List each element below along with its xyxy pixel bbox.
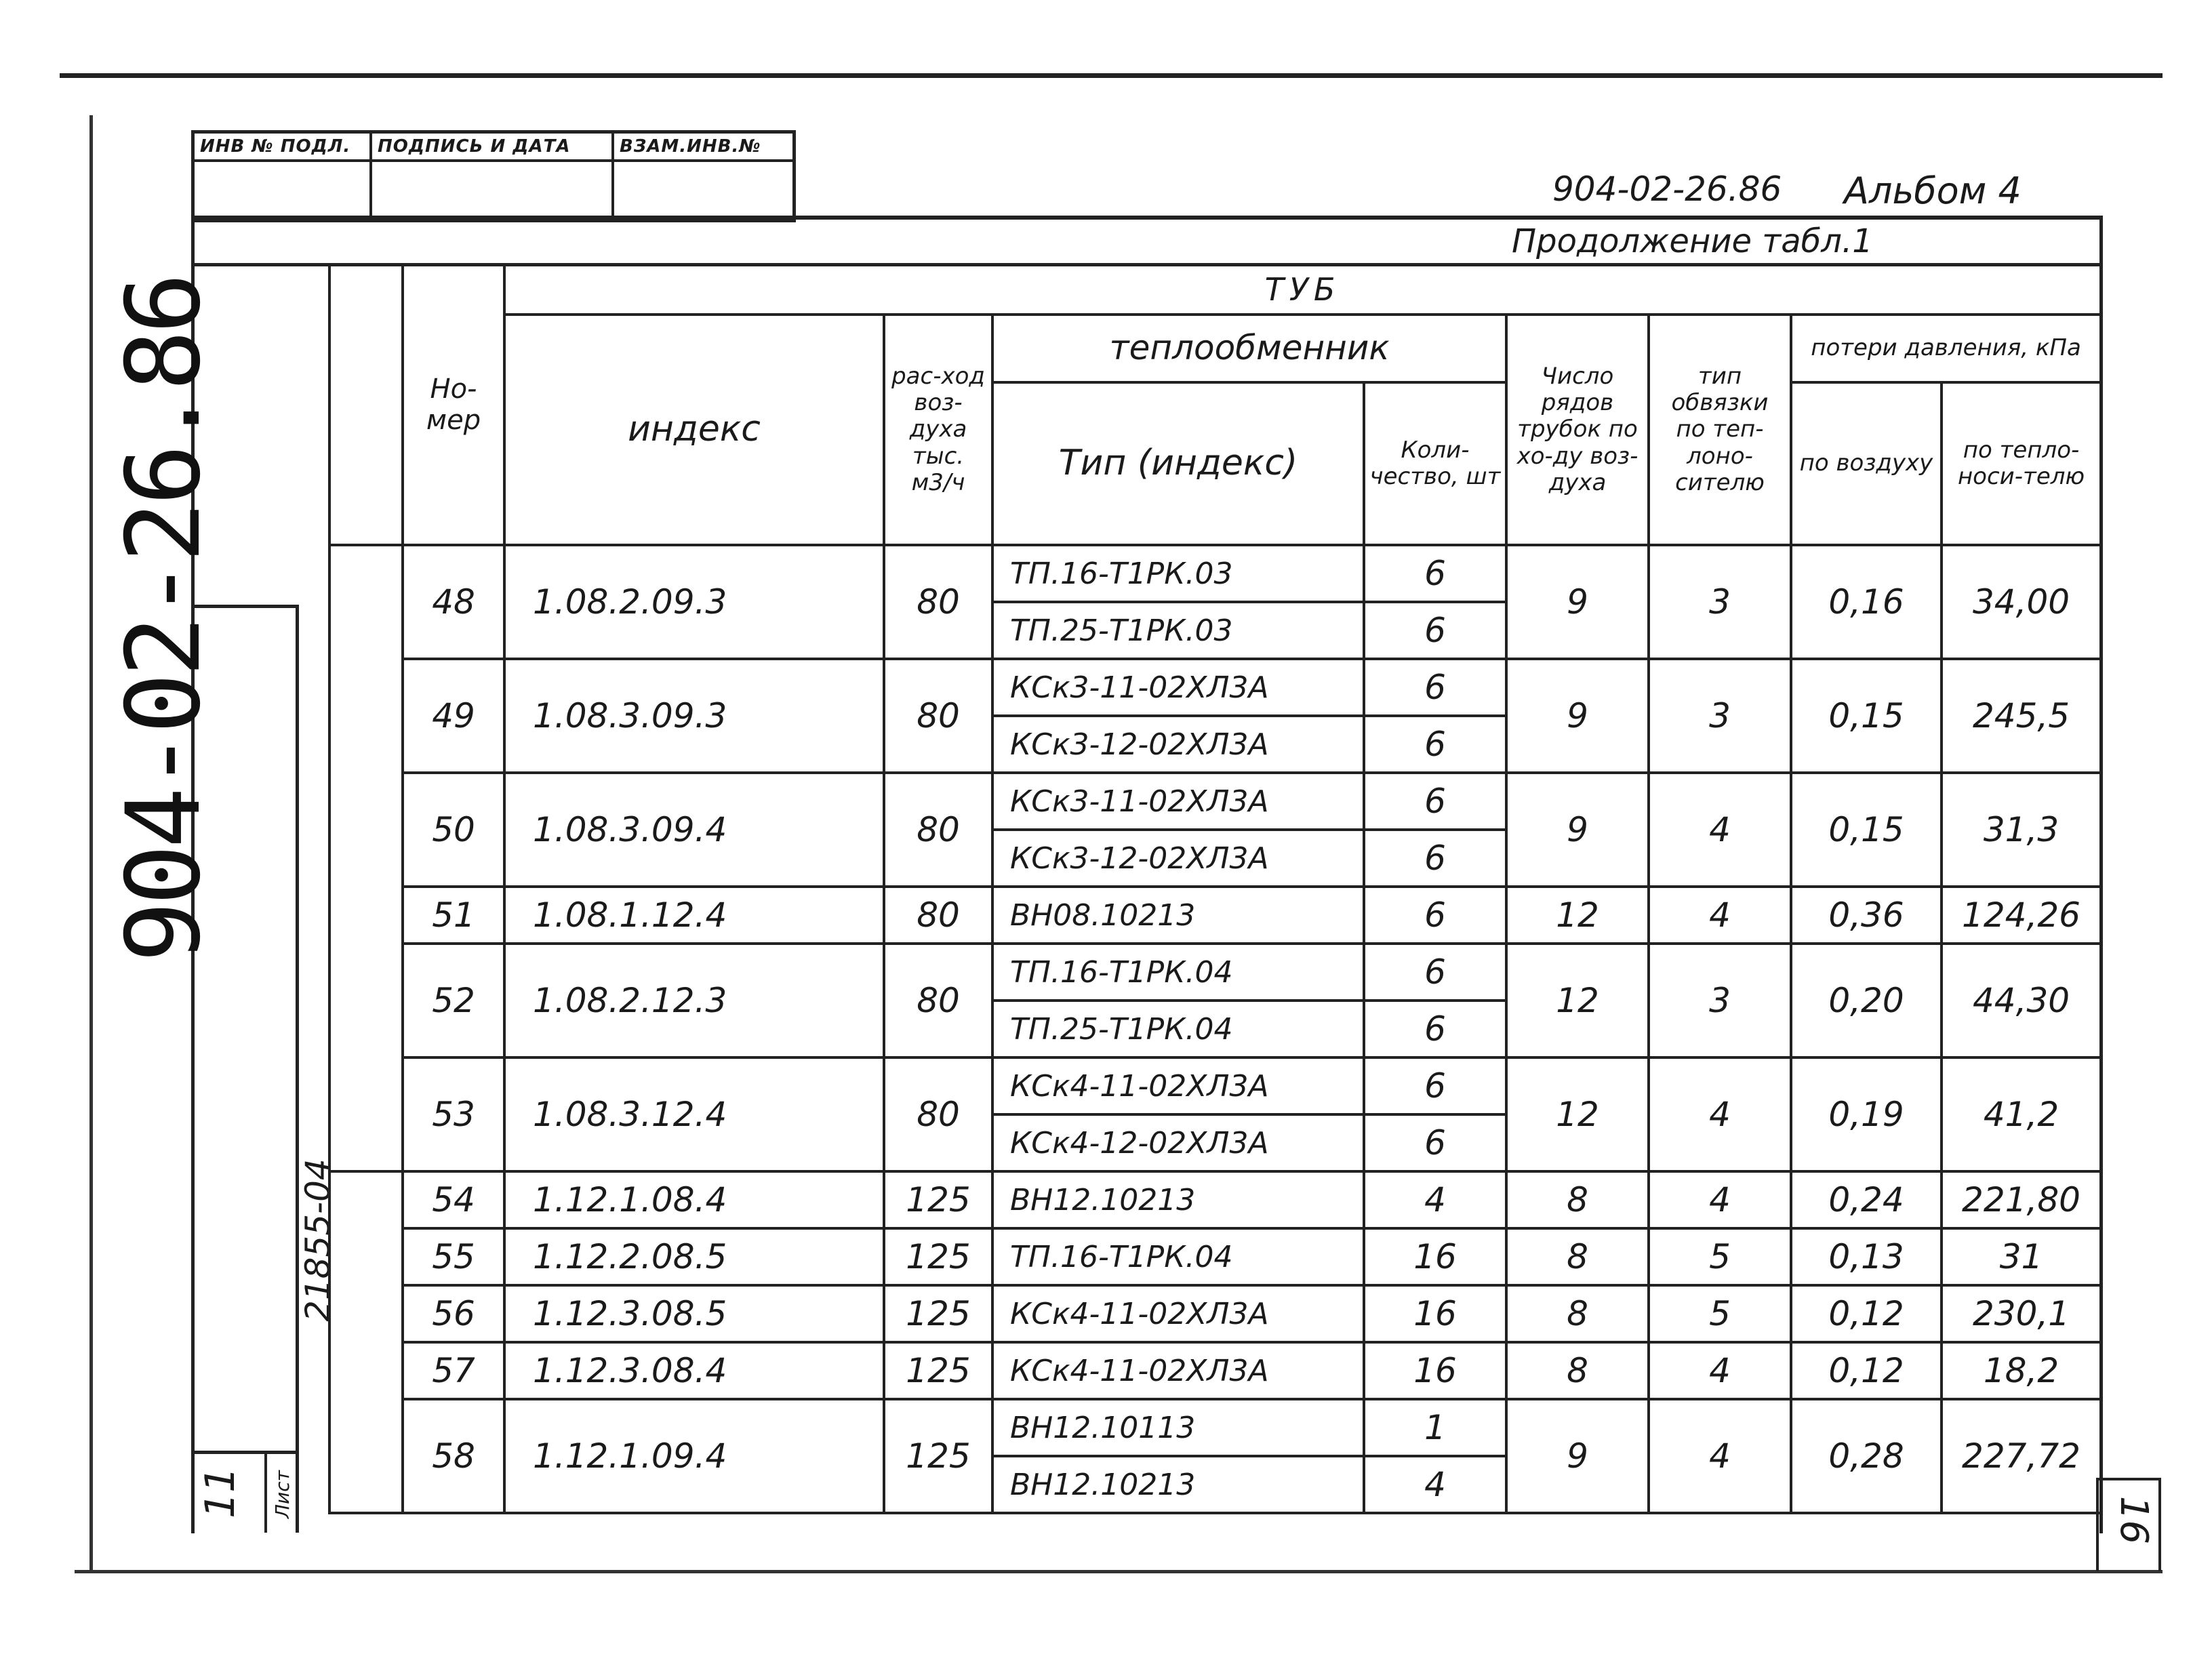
row-air-loss: 0,12	[1791, 1342, 1942, 1399]
row-piping-type: 4	[1649, 1057, 1791, 1171]
row-air-loss: 0,13	[1791, 1228, 1942, 1285]
row-air-loss: 0,12	[1791, 1285, 1942, 1342]
exchanger-type: КСк4-11-02ХЛ3А	[992, 1285, 1364, 1342]
row-air-loss: 0,15	[1791, 773, 1942, 887]
exchanger-count: 6	[1364, 1114, 1506, 1171]
row-airflow: 80	[884, 545, 992, 659]
album-label: Альбом 4	[1844, 169, 2022, 212]
row-airflow: 80	[884, 773, 992, 887]
row-index: 1.08.3.09.4	[504, 773, 884, 887]
group-label	[329, 1171, 403, 1513]
side-document-code: 904-02-26.86	[105, 277, 223, 963]
side-sheet-label: Лист	[271, 1470, 294, 1518]
stamp-inv-label: ИНВ № ПОДЛ.	[195, 134, 372, 162]
row-number: 55	[403, 1228, 504, 1285]
row-airflow: 125	[884, 1285, 992, 1342]
row-index: 1.08.1.12.4	[504, 887, 884, 944]
approval-stamp	[191, 130, 796, 222]
exchanger-count: 4	[1364, 1456, 1506, 1513]
row-piping-type: 5	[1649, 1228, 1791, 1285]
row-index: 1.08.3.09.3	[504, 659, 884, 773]
header-piping-type: тип обвязки по теп-лоно-сителю	[1649, 315, 1791, 545]
row-airflow: 80	[884, 659, 992, 773]
table-row	[329, 887, 2101, 944]
top-rule	[60, 73, 2163, 78]
row-tube-rows: 12	[1506, 1057, 1649, 1171]
row-tube-rows: 9	[1506, 773, 1649, 887]
row-tube-rows: 8	[1506, 1285, 1649, 1342]
table-row	[329, 659, 2101, 716]
exchanger-type: ТП.16-Т1РК.04	[992, 1228, 1364, 1285]
row-air-loss: 0,19	[1791, 1057, 1942, 1171]
row-airflow: 125	[884, 1342, 992, 1399]
exchanger-type: КСк3-12-02ХЛ3А	[992, 830, 1364, 887]
row-carrier-loss: 245,5	[1942, 659, 2101, 773]
row-piping-type: 3	[1649, 659, 1791, 773]
exchanger-count: 16	[1364, 1285, 1506, 1342]
side-sheet-number: 11	[197, 1466, 244, 1518]
row-piping-type: 5	[1649, 1285, 1791, 1342]
stamp-replace-label: ВЗАМ.ИНВ.№	[614, 134, 792, 162]
exchanger-type: ВН12.10213	[992, 1456, 1364, 1513]
row-carrier-loss: 44,30	[1942, 944, 2101, 1057]
row-carrier-loss: 230,1	[1942, 1285, 2101, 1342]
exchanger-count: 16	[1364, 1228, 1506, 1285]
row-number: 54	[403, 1171, 504, 1228]
row-number: 56	[403, 1285, 504, 1342]
table-body	[329, 545, 2101, 1513]
exchanger-count: 6	[1364, 602, 1506, 659]
exchanger-count: 6	[1364, 716, 1506, 773]
table-row	[329, 1228, 2101, 1285]
row-piping-type: 3	[1649, 545, 1791, 659]
specification-table	[328, 263, 2102, 1514]
exchanger-count: 6	[1364, 545, 1506, 602]
row-number: 52	[403, 944, 504, 1057]
continuation-title: Продолжение табл.1	[1512, 222, 1873, 260]
row-air-loss: 0,28	[1791, 1399, 1942, 1513]
row-index: 1.08.2.09.3	[504, 545, 884, 659]
row-tube-rows: 12	[1506, 887, 1649, 944]
table-row	[329, 1399, 2101, 1456]
exchanger-count: 6	[1364, 659, 1506, 716]
row-airflow: 125	[884, 1171, 992, 1228]
row-number: 53	[403, 1057, 504, 1171]
row-number: 51	[403, 887, 504, 944]
exchanger-count: 6	[1364, 773, 1506, 830]
row-index: 1.12.2.08.5	[504, 1228, 884, 1285]
row-piping-type: 4	[1649, 773, 1791, 887]
row-tube-rows: 8	[1506, 1228, 1649, 1285]
exchanger-type: ТП.16-Т1РК.03	[992, 545, 1364, 602]
exchanger-count: 6	[1364, 1057, 1506, 1114]
header-count: Коли-чество, шт	[1364, 382, 1506, 545]
exchanger-count: 6	[1364, 887, 1506, 944]
stamp-signature-label: ПОДПИСЬ И ДАТА	[372, 134, 614, 162]
side-archive-code: 21855-04	[298, 1158, 338, 1322]
row-air-loss: 0,20	[1791, 944, 1942, 1057]
exchanger-type: КСк3-11-02ХЛ3А	[992, 773, 1364, 830]
row-piping-type: 3	[1649, 944, 1791, 1057]
row-piping-type: 4	[1649, 1342, 1791, 1399]
exchanger-type: КСк4-12-02ХЛ3А	[992, 1114, 1364, 1171]
row-number: 49	[403, 659, 504, 773]
exchanger-type: ВН12.10213	[992, 1171, 1364, 1228]
row-index: 1.12.3.08.5	[504, 1285, 884, 1342]
row-carrier-loss: 31,3	[1942, 773, 2101, 887]
bottom-rule	[75, 1570, 2163, 1573]
table-row	[329, 1285, 2101, 1342]
header-type-index: Тип (индекс)	[992, 382, 1364, 545]
row-index: 1.12.1.09.4	[504, 1399, 884, 1513]
table-row	[329, 545, 2101, 602]
exchanger-count: 16	[1364, 1342, 1506, 1399]
document-code: 904-02-26.86	[1552, 169, 1782, 209]
exchanger-type: КСк4-11-02ХЛ3А	[992, 1342, 1364, 1399]
row-number: 57	[403, 1342, 504, 1399]
exchanger-type: ВН08.10213	[992, 887, 1364, 944]
exchanger-type: КСк3-12-02ХЛ3А	[992, 716, 1364, 773]
exchanger-type: ТП.25-Т1РК.03	[992, 602, 1364, 659]
row-piping-type: 4	[1649, 887, 1791, 944]
header-airflow: рас-ход воз-духа тыс. м3/ч	[884, 315, 992, 545]
row-piping-type: 4	[1649, 1171, 1791, 1228]
table-row	[329, 944, 2101, 1001]
row-tube-rows: 9	[1506, 659, 1649, 773]
row-airflow: 80	[884, 887, 992, 944]
header-tube-rows: Число рядов трубок по хо-ду воз-духа	[1506, 315, 1649, 545]
row-tube-rows: 9	[1506, 545, 1649, 659]
row-carrier-loss: 41,2	[1942, 1057, 2101, 1171]
header-equipment	[329, 264, 403, 545]
row-airflow: 125	[884, 1399, 992, 1513]
table-row	[329, 1342, 2101, 1399]
exchanger-count: 6	[1364, 830, 1506, 887]
group-label	[329, 545, 403, 1171]
row-index: 1.12.1.08.4	[504, 1171, 884, 1228]
row-carrier-loss: 227,72	[1942, 1399, 2101, 1513]
left-rule	[89, 115, 93, 1573]
row-air-loss: 0,24	[1791, 1171, 1942, 1228]
exchanger-type: ТП.16-Т1РК.04	[992, 944, 1364, 1001]
row-tube-rows: 8	[1506, 1342, 1649, 1399]
table-row	[329, 773, 2101, 830]
row-tube-rows: 9	[1506, 1399, 1649, 1513]
exchanger-type: КСк4-11-02ХЛ3А	[992, 1057, 1364, 1114]
row-index: 1.08.2.12.3	[504, 944, 884, 1057]
header-by-air: по воздуху	[1791, 382, 1942, 545]
header-number: Но-мер	[403, 264, 504, 545]
row-number: 58	[403, 1399, 504, 1513]
sheet-number: 16	[2112, 1495, 2156, 1545]
row-carrier-loss: 221,80	[1942, 1171, 2101, 1228]
row-index: 1.12.3.08.4	[504, 1342, 884, 1399]
exchanger-type: КСк3-11-02ХЛ3А	[992, 659, 1364, 716]
exchanger-count: 1	[1364, 1399, 1506, 1456]
row-carrier-loss: 124,26	[1942, 887, 2101, 944]
exchanger-count: 4	[1364, 1171, 1506, 1228]
row-carrier-loss: 18,2	[1942, 1342, 2101, 1399]
header-tub: ТУБ	[504, 264, 2101, 315]
row-tube-rows: 8	[1506, 1171, 1649, 1228]
header-index: индекс	[504, 315, 884, 545]
stamp-replace-cell	[614, 162, 792, 219]
row-airflow: 80	[884, 1057, 992, 1171]
exchanger-count: 6	[1364, 1001, 1506, 1057]
row-carrier-loss: 34,00	[1942, 545, 2101, 659]
stamp-signature-cell	[372, 162, 614, 219]
row-number: 50	[403, 773, 504, 887]
row-piping-type: 4	[1649, 1399, 1791, 1513]
table-row	[329, 1171, 2101, 1228]
row-tube-rows: 12	[1506, 944, 1649, 1057]
exchanger-type: ТП.25-Т1РК.04	[992, 1001, 1364, 1057]
exchanger-count: 6	[1364, 944, 1506, 1001]
header-heat-exchanger: теплообменник	[992, 315, 1506, 382]
row-air-loss: 0,16	[1791, 545, 1942, 659]
row-air-loss: 0,15	[1791, 659, 1942, 773]
table-row	[329, 1057, 2101, 1114]
row-airflow: 80	[884, 944, 992, 1057]
row-carrier-loss: 31	[1942, 1228, 2101, 1285]
row-index: 1.08.3.12.4	[504, 1057, 884, 1171]
exchanger-type: ВН12.10113	[992, 1399, 1364, 1456]
row-air-loss: 0,36	[1791, 887, 1942, 944]
header-pressure-loss: потери давления, кПа	[1791, 315, 2101, 382]
header-by-heat-carrier: по тепло-носи-телю	[1942, 382, 2101, 545]
row-number: 48	[403, 545, 504, 659]
row-airflow: 125	[884, 1228, 992, 1285]
stamp-inv-cell	[195, 162, 372, 219]
